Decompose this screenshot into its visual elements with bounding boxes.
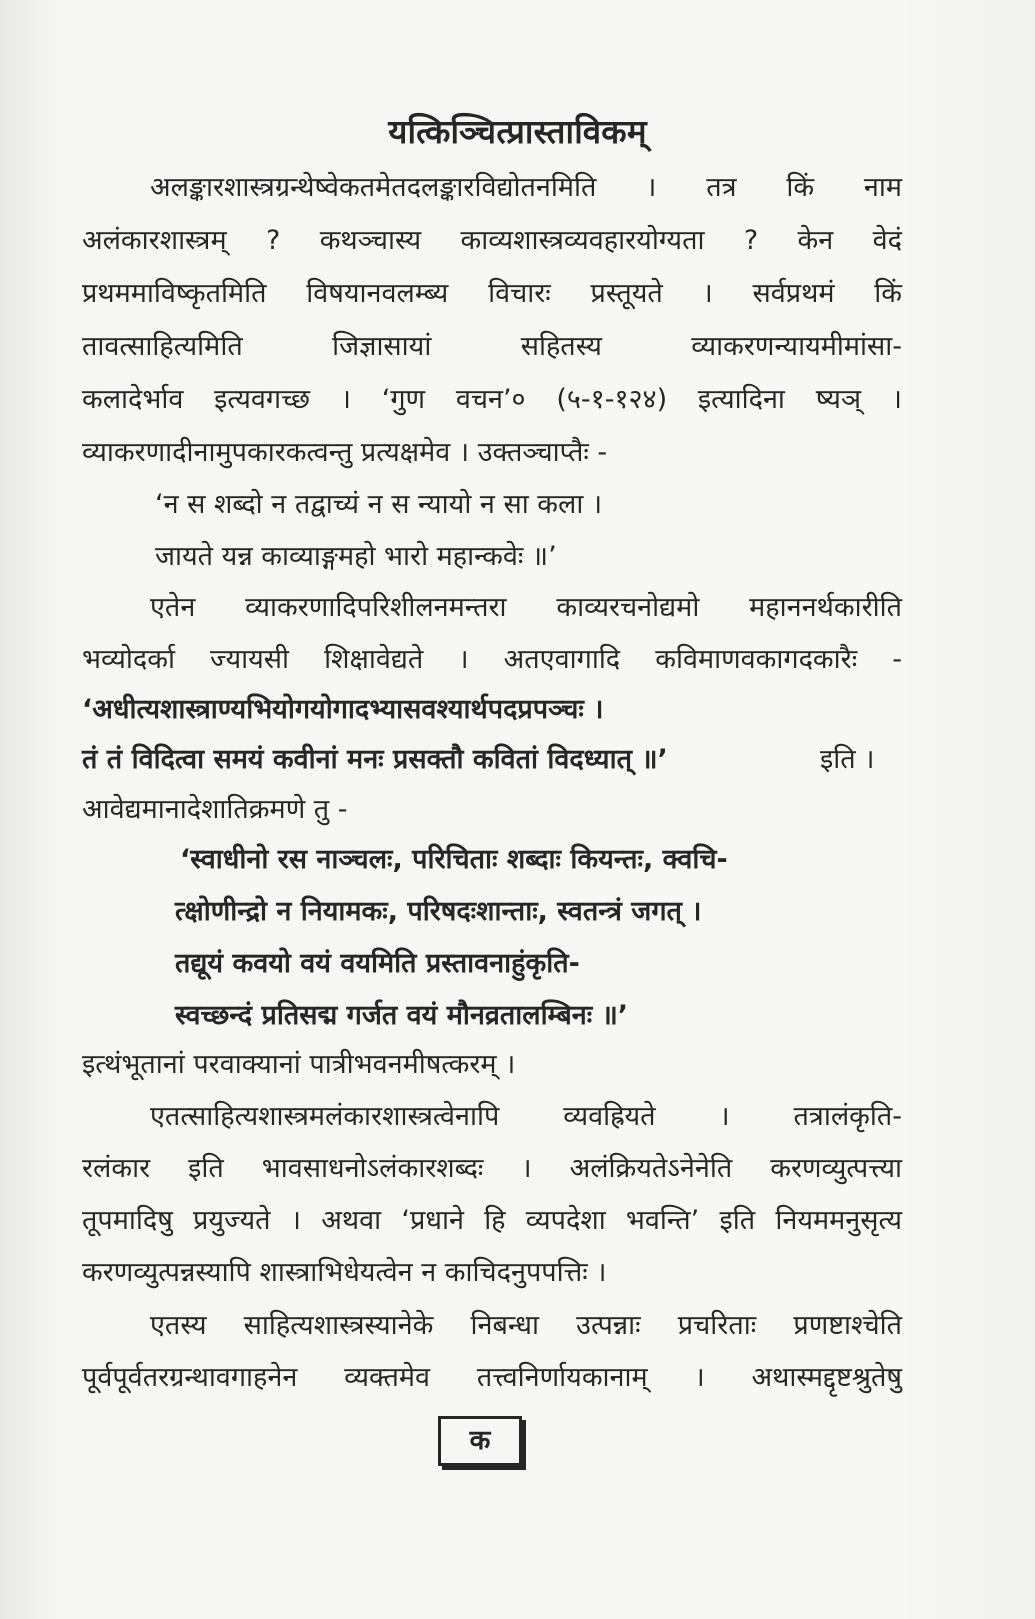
text-line: तावत्साहित्यमिति जिज्ञासायां सहितस्य व्याकरणन्यायमीमांसा- — [82, 331, 902, 362]
quote-line-bold: तं तं विदित्वा समयं कवीनां मनः प्रसक्तौ कवितां विदध्यात् ॥’ — [82, 744, 668, 775]
verse-line-bold: ‘स्वाधीनो रस नाञ्चलः, परिचिताः शब्दाः कियन्तः, क्वचि- — [180, 844, 728, 875]
text-line: तूपमादिषु प्रयुज्यते । अथवा ‘प्रधाने हि व्यपदेशा भवन्ति’ इति नियममनुसृत्य — [82, 1205, 902, 1236]
text-line: रलंकार इति भावसाधनोऽलंकारशब्दः । अलंक्रियतेऽनेनेति करणव्युत्पत्त्या — [82, 1153, 902, 1184]
verse-line-bold: तद्यूयं कवयो वयं वयमिति प्रस्तावनाहुंकृति- — [175, 948, 580, 979]
quote-line-bold: ‘अधीत्यशास्त्राण्यभियोगयोगादभ्यासवश्यार्थपदप्रपञ्चः । — [82, 694, 604, 725]
text-line: इत्थंभूतानां परवाक्यानां पात्रीभवनमीषत्करम् । — [82, 1049, 516, 1080]
verse-line-bold: त्क्षोणीन्द्रो न नियामकः, परिषदःशान्ताः, स्वतन्त्रं जगत् । — [175, 896, 702, 927]
text-line: करणव्युत्पन्नस्यापि शास्त्राभिधेयत्वेन न काचिदनुपपत्तिः । — [82, 1257, 607, 1288]
text-line: अलङ्कारशास्त्रग्रन्थेष्वेकतमेतदलङ्कारविद्योतनमिति । तत्र किं नाम — [150, 172, 902, 203]
text-line: व्याकरणादीनामुपकारकत्वन्तु प्रत्यक्षमेव । उक्तञ्चाप्तैः - — [82, 437, 608, 468]
text-line: भव्योदर्का ज्यायसी शिक्षावेद्यते । अतएवागादि कविमाणवकागदकारैः - — [82, 644, 902, 675]
text-line: इति । — [820, 744, 875, 775]
verse-line: ‘न स शब्दो न तद्वाच्यं न स न्यायो न सा कला । — [155, 489, 603, 520]
verse-line-bold: स्वच्छन्दं प्रतिसद्म गर्जत वयं मौनव्रतालम्बिनः ॥’ — [175, 1000, 629, 1031]
text-line: पूर्वपूर्वतरग्रन्थावगाहनेन व्यक्तमेव तत्त्वनिर्णायकानाम् । अथास्मद्दृष्टश्रुतेषु — [82, 1362, 902, 1393]
verse-line: जायते यन्न काव्याङ्गमहो भारो महान्कवेः ॥’ — [155, 541, 557, 572]
text-line: आवेद्यमानादेशातिक्रमणे तु - — [82, 794, 348, 825]
page-title: यत्किञ्चित्प्रास्ताविकम् — [388, 112, 647, 151]
text-line: प्रथममाविष्कृतमिति विषयानवलम्ब्य विचारः प्रस्तूयते । सर्वप्रथमं किं — [82, 278, 902, 309]
text-line: अलंकारशास्त्रम् ? कथञ्चास्य काव्यशास्त्रव्यवहारयोग्यता ? केन वेदं — [82, 225, 902, 256]
text-line: एतेन व्याकरणादिपरिशीलनमन्तरा काव्यरचनोद्यमो महाननर्थकारीति — [150, 592, 902, 623]
text-line: एतस्य साहित्यशास्त्रस्यानेके निबन्धा उत्पन्नाः प्रचरिताः प्रणष्टाश्चेति — [150, 1310, 902, 1341]
text-line: एतत्साहित्यशास्त्रमलंकारशास्त्रत्वेनापि व्यवह्रियते । तत्रालंकृति- — [150, 1101, 902, 1132]
page-number: क — [438, 1416, 522, 1466]
text-line: कलादेर्भाव इत्यवगच्छ । ‘गुण वचन’० (५-१-१२४) इत्यादिना ष्यञ् । — [82, 384, 902, 415]
